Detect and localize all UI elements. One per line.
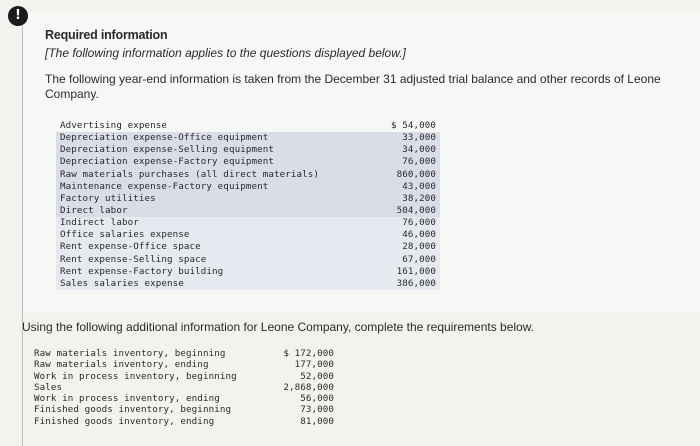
row-label: Raw materials inventory, beginning	[34, 348, 226, 359]
row-value: 504,000	[396, 204, 436, 216]
row-label: Rent expense-Selling space	[60, 253, 207, 265]
row-value: 67,000	[402, 253, 436, 265]
table-row	[32, 371, 340, 382]
row-value: $ 54,000	[390, 120, 436, 131]
row-value: 34,000	[402, 144, 436, 156]
table-row	[32, 404, 340, 415]
row-label: Rent expense-Office space	[60, 241, 201, 253]
table-row	[56, 241, 440, 253]
row-label: Work in process inventory, ending	[34, 393, 220, 405]
additional-info-table	[32, 348, 340, 427]
table-row	[56, 144, 440, 156]
table-row	[56, 169, 440, 181]
row-value: $ 172,000	[283, 348, 334, 359]
row-label: Finished goods inventory, ending	[34, 415, 215, 427]
table-row	[32, 382, 340, 393]
section-title: Required information	[45, 28, 168, 42]
requirements-instructions: Using the following additional information for Leone Company, complete the requirements below.	[22, 320, 535, 334]
instruction-note: [The following information applies to the questions displayed below.]	[45, 46, 406, 60]
table-row	[56, 205, 440, 217]
row-label: Rent expense-Factory building	[60, 265, 224, 277]
intro-text: The following year-end information is taken from the December 31 adjusted trial balance and other records of Leone Company.	[45, 72, 661, 101]
row-value: 2,868,000	[283, 381, 334, 393]
table-row	[32, 359, 340, 370]
row-label: Factory utilities	[60, 192, 156, 204]
row-label: Depreciation expense-Selling equipment	[60, 144, 274, 156]
table-row	[56, 229, 440, 241]
row-value: 76,000	[402, 217, 436, 229]
row-value: 33,000	[402, 132, 436, 144]
trial-balance-table	[56, 120, 440, 290]
row-value: 76,000	[402, 156, 436, 168]
table-row	[32, 393, 340, 404]
row-label: Office salaries expense	[60, 229, 190, 241]
row-value: 177,000	[294, 359, 334, 371]
row-value: 56,000	[300, 393, 334, 405]
row-value: 860,000	[396, 168, 436, 180]
table-row	[56, 156, 440, 168]
row-label: Direct labor	[60, 204, 128, 216]
row-label: Finished goods inventory, beginning	[34, 404, 232, 416]
row-label: Work in process inventory, beginning	[34, 370, 237, 382]
row-value: 52,000	[300, 370, 334, 382]
row-label: Depreciation expense-Office equipment	[60, 132, 269, 144]
row-label: Maintenance expense-Factory equipment	[60, 180, 269, 192]
table-row	[32, 416, 340, 427]
row-value: 43,000	[402, 180, 436, 192]
left-divider	[22, 26, 23, 446]
row-label: Sales salaries expense	[60, 277, 184, 289]
row-value: 46,000	[402, 229, 436, 241]
table-row	[56, 132, 440, 144]
table-row	[56, 217, 440, 229]
table-row	[56, 181, 440, 193]
row-value: 161,000	[396, 265, 436, 277]
alert-icon: !	[8, 6, 28, 26]
table-row	[56, 120, 440, 132]
row-label: Depreciation expense-Factory equipment	[60, 156, 274, 168]
row-label: Sales	[34, 381, 63, 393]
row-label: Raw materials inventory, ending	[34, 359, 209, 371]
table-row	[56, 193, 440, 205]
table-row	[56, 266, 440, 278]
row-value: 386,000	[396, 277, 436, 289]
row-label: Advertising expense	[60, 120, 167, 131]
table-row	[32, 348, 340, 359]
row-label: Raw materials purchases (all direct materials)	[60, 168, 320, 180]
row-value: 38,200	[402, 192, 436, 204]
row-value: 81,000	[300, 415, 334, 427]
table-row	[56, 254, 440, 266]
table-row	[56, 278, 440, 290]
row-value: 73,000	[300, 404, 334, 416]
row-label: Indirect labor	[60, 217, 139, 229]
row-value: 28,000	[402, 241, 436, 253]
